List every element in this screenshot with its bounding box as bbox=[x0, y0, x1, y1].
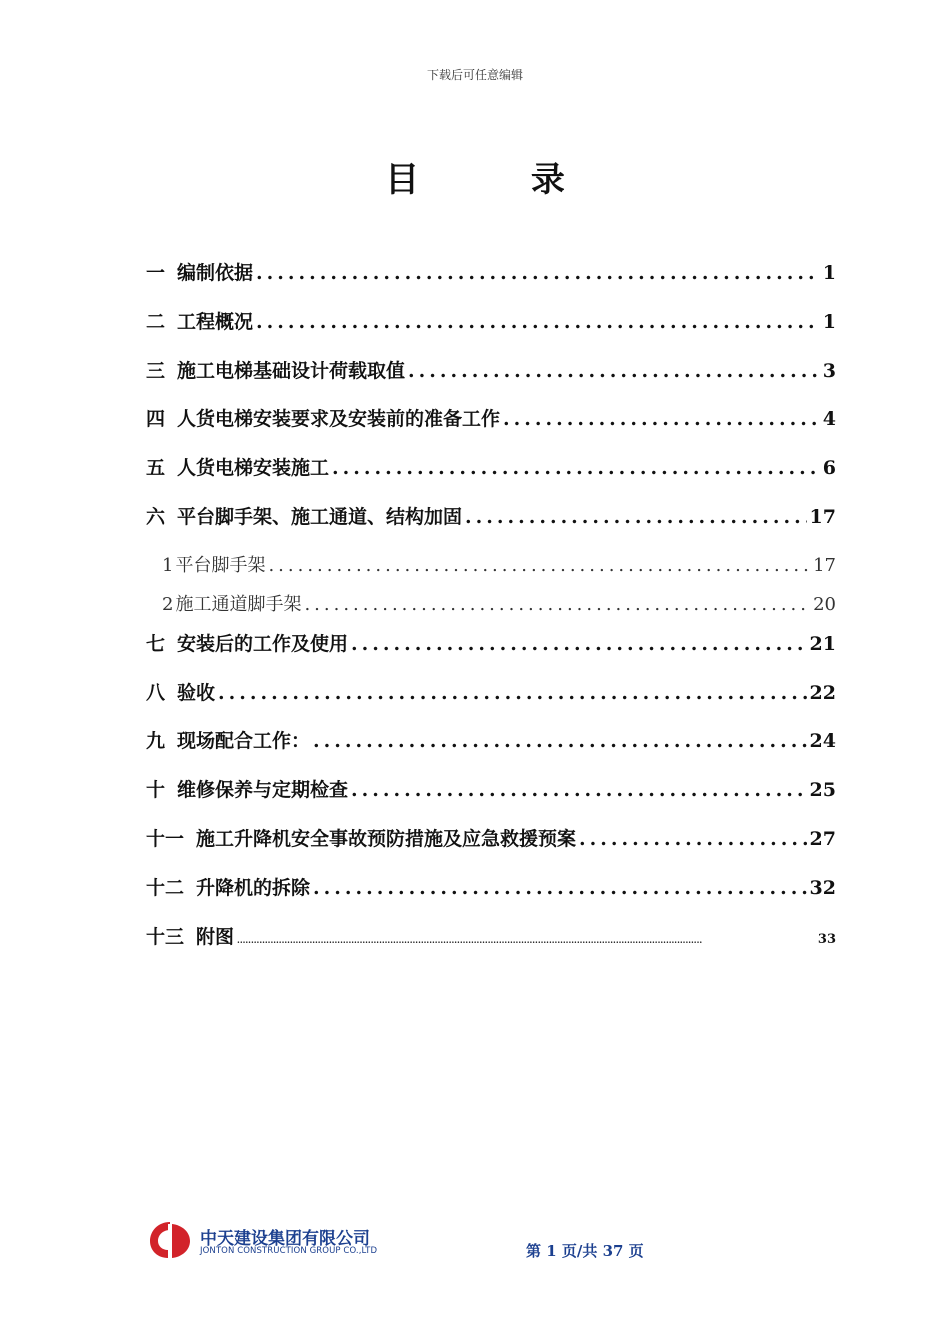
toc-entry-label: 施工升降机安全事故预防措施及应急救援预案 bbox=[196, 827, 577, 850]
toc-entry-page: 1 bbox=[822, 310, 836, 333]
toc-entry[interactable] bbox=[146, 775, 836, 815]
header-note: 下载后可任意编辑 bbox=[426, 68, 523, 82]
toc-entry-number: 七 bbox=[146, 632, 166, 655]
toc-entry[interactable] bbox=[146, 922, 836, 962]
toc-entry[interactable] bbox=[146, 824, 836, 864]
toc-entry-page: 33 bbox=[817, 931, 836, 947]
toc-entry-label: 施工电梯基础设计荷载取值 bbox=[177, 359, 406, 382]
toc-entry-number: 二 bbox=[146, 310, 166, 333]
toc-entry-page: 17 bbox=[809, 505, 836, 528]
toc-entry-number: 十一 bbox=[146, 827, 185, 850]
toc-entry-page: 20 bbox=[813, 593, 836, 615]
toc-entry-number: 1 bbox=[162, 554, 174, 576]
toc-leader-dots bbox=[351, 633, 807, 655]
toc-entry-label: 附图 bbox=[196, 925, 235, 948]
toc-entry[interactable] bbox=[146, 590, 836, 621]
toc-entry[interactable] bbox=[146, 873, 836, 913]
toc-entry-label: 维修保养与定期检查 bbox=[177, 779, 349, 802]
toc-entry-page: 32 bbox=[809, 876, 836, 899]
toc-leader-dots bbox=[304, 594, 810, 615]
table-of-contents bbox=[146, 258, 836, 970]
toc-entry-label: 平台脚手架 bbox=[175, 554, 266, 576]
page-footer bbox=[148, 1216, 838, 1266]
company-name-cn: 中天建设集团有限公司 bbox=[200, 1229, 370, 1249]
toc-title: 目 录 bbox=[385, 160, 615, 200]
toc-entry[interactable] bbox=[146, 356, 836, 396]
toc-entry-page: 24 bbox=[809, 730, 836, 753]
toc-leader-dots bbox=[256, 262, 820, 284]
toc-leader-dots bbox=[313, 730, 807, 752]
toc-entry-label: 验收 bbox=[177, 681, 216, 704]
toc-entry-label: 人货电梯安装施工 bbox=[177, 457, 330, 480]
toc-entry-page: 6 bbox=[822, 457, 836, 480]
toc-entry-label: 平台脚手架、施工通道、结构加固 bbox=[177, 505, 463, 528]
toc-leader-dots bbox=[465, 506, 807, 528]
toc-entry-page: 4 bbox=[822, 408, 836, 431]
toc-entry-number: 一 bbox=[146, 262, 166, 284]
toc-entry-number: 九 bbox=[146, 730, 166, 753]
toc-entry[interactable] bbox=[146, 404, 836, 444]
toc-leader-dots bbox=[268, 555, 810, 576]
toc-entry-label: 安装后的工作及使用 bbox=[177, 632, 349, 655]
toc-entry-label: 施工通道脚手架 bbox=[175, 593, 302, 615]
toc-entry-page: 3 bbox=[822, 359, 836, 382]
toc-entry-label: 工程概况 bbox=[177, 310, 254, 333]
toc-entry-label: 现场配合工作： bbox=[177, 730, 311, 753]
toc-entry-number: 十三 bbox=[146, 925, 185, 948]
toc-entry-page: 17 bbox=[813, 554, 836, 576]
toc-entry[interactable] bbox=[146, 629, 836, 669]
toc-leader-dots bbox=[218, 682, 807, 704]
toc-entry[interactable] bbox=[146, 502, 836, 542]
toc-entry-label: 编制依据 bbox=[177, 262, 254, 284]
toc-leader-dots bbox=[408, 360, 820, 382]
toc-leader-dots bbox=[256, 311, 820, 333]
toc-entry[interactable] bbox=[146, 258, 836, 298]
toc-entry-number: 三 bbox=[146, 359, 166, 382]
toc-entry-number: 六 bbox=[146, 505, 166, 528]
toc-entry[interactable] bbox=[146, 307, 836, 347]
toc-entry-page: 1 bbox=[822, 262, 836, 284]
page-number: 第 1 页/共 37 页 bbox=[526, 1242, 644, 1260]
toc-entry-label: 人货电梯安装要求及安装前的准备工作 bbox=[177, 408, 501, 431]
toc-entry-number: 2 bbox=[162, 593, 174, 615]
company-logo-icon bbox=[148, 1220, 192, 1260]
toc-entry-page: 21 bbox=[809, 632, 836, 655]
toc-entry-page: 22 bbox=[809, 681, 836, 704]
toc-entry-label: 升降机的拆除 bbox=[196, 876, 311, 899]
toc-leader-dots bbox=[313, 877, 807, 899]
toc-entry-number: 八 bbox=[146, 681, 166, 704]
company-name-en: JONTON CONSTRUCTION GROUP CO.,LTD bbox=[200, 1246, 378, 1256]
toc-entry[interactable] bbox=[146, 678, 836, 718]
toc-leader-dots bbox=[503, 408, 820, 430]
toc-entry[interactable] bbox=[146, 551, 836, 582]
toc-leader-dots bbox=[332, 457, 820, 479]
toc-entry-number: 十 bbox=[146, 779, 166, 802]
toc-leader-dots bbox=[579, 828, 807, 850]
toc-entry[interactable] bbox=[146, 453, 836, 493]
toc-entry-page: 25 bbox=[809, 779, 836, 802]
toc-entry-page: 27 bbox=[809, 827, 836, 850]
toc-entry[interactable] bbox=[146, 726, 836, 766]
toc-entry-number: 十二 bbox=[146, 876, 185, 899]
toc-entry-number: 五 bbox=[146, 457, 166, 480]
toc-leader-dots bbox=[237, 935, 815, 945]
toc-entry-number: 四 bbox=[146, 408, 166, 431]
toc-leader-dots bbox=[351, 779, 807, 801]
company-logo bbox=[148, 1216, 408, 1262]
